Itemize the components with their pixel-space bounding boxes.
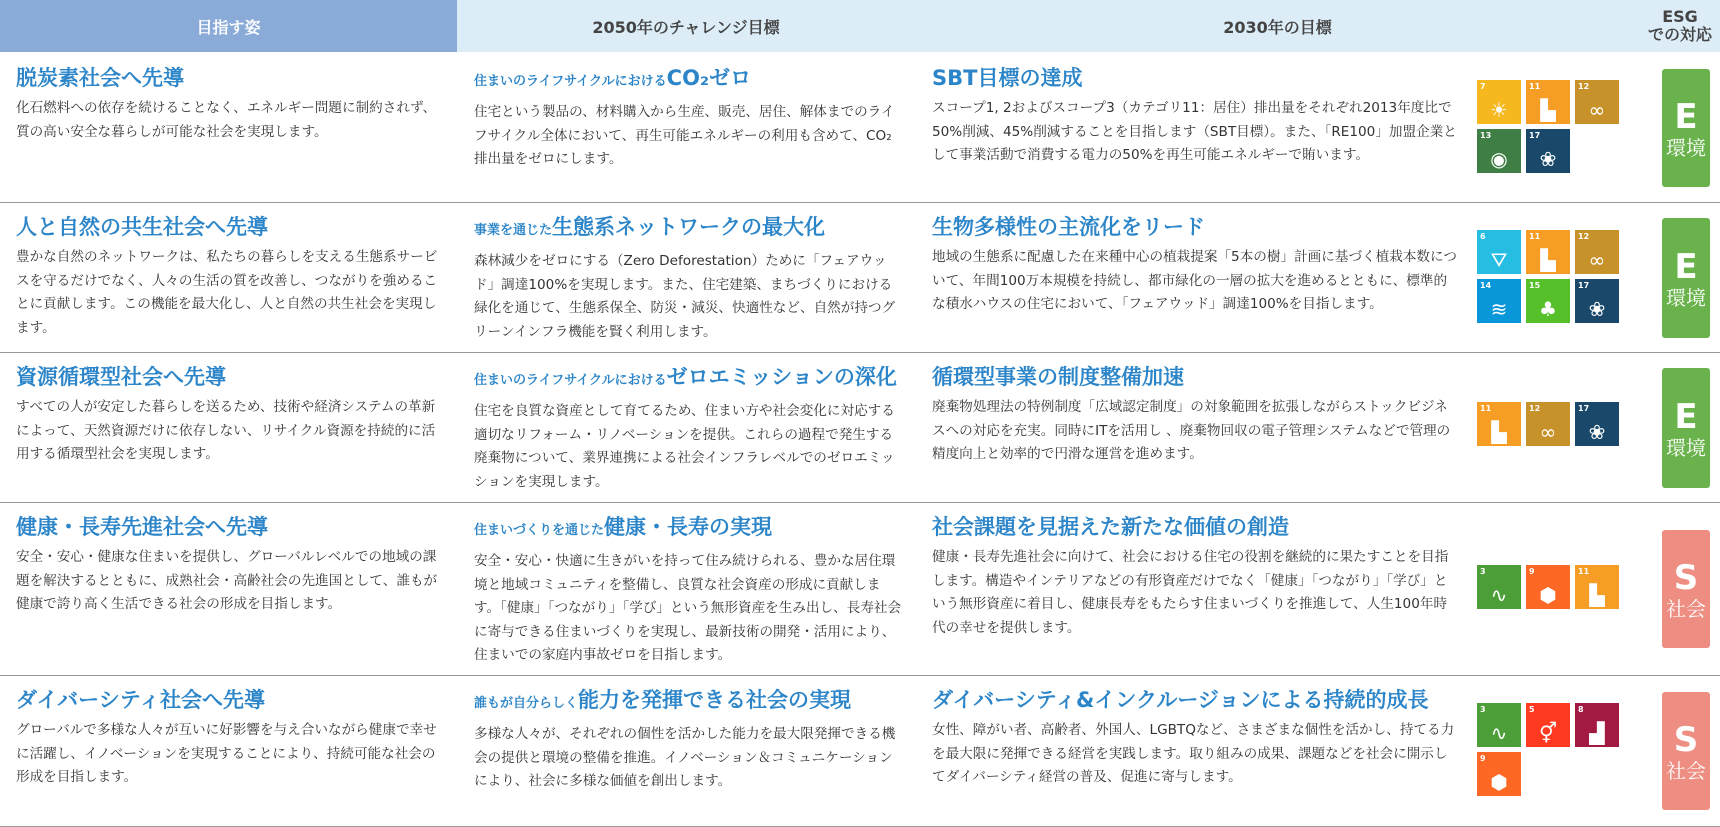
goal-2030-cell (932, 511, 1460, 640)
sdg-goal-12-icon (1526, 402, 1570, 446)
sdg-goal-9-icon (1477, 752, 1521, 796)
infinity-icon: ∞ (1539, 420, 1557, 444)
sdg-goal-13-icon (1477, 129, 1521, 173)
sdg-icons (1477, 703, 1629, 796)
table-row (0, 353, 1720, 503)
goal-2050-title: CO₂ゼロ (666, 66, 752, 90)
sdg-number: 8 (1578, 705, 1584, 714)
goal-2050-title: 能力を発揮できる社会の実現 (578, 688, 852, 712)
sdg-number: 12 (1578, 232, 1590, 241)
esg-letter: E (1674, 97, 1698, 137)
sdg-goal-12-icon (1575, 230, 1619, 274)
sdg-number: 9 (1480, 754, 1486, 763)
sdg-goal-12-icon (1575, 80, 1619, 124)
sdg-goal-9-icon (1526, 565, 1570, 609)
goal-2050-heading (474, 62, 902, 98)
water-icon: ⛛ (1490, 248, 1508, 272)
goal-2050-cell (474, 62, 902, 172)
sdg-number: 11 (1578, 567, 1590, 576)
sdg-icons (1477, 565, 1629, 609)
sdg-goal-7-icon (1477, 80, 1521, 124)
goal-2030-cell (932, 684, 1460, 790)
sdg-number: 17 (1578, 404, 1590, 413)
goal-2050-prefix: 事業を通じた (474, 223, 553, 238)
goal-2030-cell (932, 361, 1460, 467)
goal-2050-text: 住宅という製品の、材料購入から生産、販売、居住、解体までのライフサイクル全体において、再生可能エネルギーの利用も含めて、CO₂排出量をゼロにします。 (474, 104, 895, 167)
goal-2030-text: 地域の生態系に配慮した在来種中心の植栽提案「5本の樹」計画に基づく植栽本数について、年間100万本規模を持続し、都市緑化の一層の拡大を進めるとともに、標準的な積水ハウスの住宅において、「フェアウッド」調達100%を目指します。 (932, 249, 1457, 312)
goal-2050-cell (474, 361, 902, 494)
sdg-goal-6-icon (1477, 230, 1521, 274)
gender-icon: ⚥ (1538, 721, 1558, 745)
esg-letter: S (1673, 720, 1699, 760)
cubes-icon: ⬢ (1490, 770, 1508, 794)
city-icon: ▙ (1491, 420, 1507, 444)
sdg-number: 3 (1480, 705, 1486, 714)
esg-letter: E (1674, 397, 1698, 437)
header-vision: 目指す姿 (0, 0, 457, 52)
goal-2030-text: スコープ1, 2およびスコープ3（カテゴリ11：居住）排出量をそれぞれ2013年度比で50%削減、45%削減することを目指します（SBT目標）。また、「RE100」加盟企業として事業活動で消費する電力の50%を再生可能エネルギーで賄います。 (932, 100, 1457, 163)
table-row (0, 503, 1720, 676)
city-icon: ▙ (1540, 248, 1556, 272)
infinity-icon: ∞ (1588, 98, 1606, 122)
goal-2050-title: 健康・長寿の実現 (604, 515, 773, 539)
goal-2030-cell (932, 211, 1460, 317)
vision-text: 安全・安心・健康な住まいを提供し、グローバルレベルでの地域の課題を解決するとともに、成熟社会・高齢社会の先進国として、誰もが健康で誇り高く生活できる社会の形成を目指します。 (16, 549, 438, 612)
goal-2030-text: 廃棄物処理法の特例制度「広域認定制度」の対象範囲を拡張しながらストックビジネスへの対応を充実。同時にITを活用し 、廃棄物回収の電子管理システムなどで管理の精度向上と効率的で円滑な運営を進めます。 (932, 399, 1451, 462)
flower-icon: ❀ (1539, 147, 1557, 171)
sdg-number: 9 (1529, 567, 1535, 576)
vision-cell (16, 211, 444, 340)
sdg-number: 3 (1480, 567, 1486, 576)
sdg-goal-3-icon (1477, 703, 1521, 747)
goal-2050-cell (474, 684, 902, 794)
heartbeat-icon: ∿ (1490, 583, 1508, 607)
sun-icon: ☀ (1490, 98, 1508, 122)
table-row (0, 203, 1720, 353)
goal-2050-text: 住宅を良質な資産として育てるため、住まい方や社会変化に対応する適切なリフォーム・リノベーションを提供。これらの過程で発生する廃棄物について、業界連携による社会インフラレベルでのゼロエミッションを実現します。 (474, 403, 895, 490)
vision-cell (16, 684, 444, 790)
sdg-goal-11-icon (1526, 80, 1570, 124)
goal-2030-title: 循環型事業の制度整備加速 (932, 365, 1184, 389)
sdg-goal-11-icon (1575, 565, 1619, 609)
sdg-icons (1477, 80, 1629, 173)
sdg-icons (1477, 402, 1629, 446)
sdg-goal-17-icon (1526, 129, 1570, 173)
esg-badge (1662, 692, 1710, 810)
goal-2030-title: 社会課題を見据えた新たな価値の創造 (932, 515, 1289, 539)
vision-text: 化石燃料への依存を続けることなく、エネルギー問題に制約されず、質の高い安全な暮らしが可能な社会を実現します。 (16, 100, 437, 140)
goal-2050-heading (474, 511, 902, 547)
vision-cell (16, 361, 444, 467)
table-row (0, 54, 1720, 203)
sdg-goal-11-icon (1477, 402, 1521, 446)
vision-title: 健康・長寿先進社会へ先導 (16, 515, 268, 539)
vision-cell (16, 62, 444, 144)
header-esg (1640, 0, 1720, 52)
vision-title: 資源循環型社会へ先導 (16, 365, 226, 389)
heartbeat-icon: ∿ (1490, 721, 1508, 745)
sdg-goal-3-icon (1477, 565, 1521, 609)
eye-icon: ◉ (1490, 147, 1508, 171)
growth-chart-icon: ▟ (1589, 721, 1605, 745)
goal-2030-text: 女性、障がい者、高齢者、外国人、LGBTQなど、さまざまな個性を活かし、持てる力を最大限に発揮できる経営を実践します。取り組みの成果、課題などを社会に開示してダイバーシティ経営の普及、促進に寄与します。 (932, 722, 1455, 785)
sdg-number: 5 (1529, 705, 1535, 714)
vision-text: すべての人が安定した暮らしを送るため、技術や経済システムの革新によって、天然資源だけに依存しない、リサイクル資源を持続的に活用する循環型社会を実現します。 (16, 399, 436, 462)
table-row (0, 676, 1720, 827)
esg-badge (1662, 368, 1710, 488)
flower-icon: ❀ (1588, 297, 1606, 321)
sdg-number: 13 (1480, 131, 1492, 140)
sdg-goal-15-icon (1526, 279, 1570, 323)
vision-text: 豊かな自然のネットワークは、私たちの暮らしを支える生態系サービスを守るだけでなく、人々の生活の質を改善し、つながりを強めることに貢献します。この機能を最大化し、人と自然の共生社会を実現します。 (16, 249, 438, 336)
sdg-number: 11 (1480, 404, 1492, 413)
sdg-number: 12 (1578, 82, 1590, 91)
sdg-number: 11 (1529, 82, 1541, 91)
goal-2030-title: 生物多様性の主流化をリード (932, 215, 1205, 239)
city-icon: ▙ (1589, 583, 1605, 607)
sdg-number: 17 (1578, 281, 1590, 290)
goal-2030-cell (932, 62, 1460, 168)
esg-label: 環境 (1666, 136, 1706, 160)
esg-label: 社会 (1666, 759, 1706, 783)
vision-title: ダイバーシティ社会へ先導 (16, 688, 266, 712)
goal-2050-text: 安全・安心・快適に生きがいを持って住み続けられる、豊かな居住環境と地域コミュニティを整備し、良質な社会資産の形成に貢献します。「健康」「つながり」「学び」という無形資産を生み出し、長寿社会に寄与できる住まいづくりを実現し、最新技術の開発・活用により、住まいでの家庭内事故ゼロを目指します。 (474, 553, 902, 663)
esg-badge (1662, 69, 1710, 187)
infinity-icon: ∞ (1588, 248, 1606, 272)
vision-text: グローバルで多様な人々が互いに好影響を与え合いながら健康で幸せに活躍し、イノベーションを実現することにより、持続可能な社会の形成を目指します。 (16, 722, 437, 785)
esg-label: 環境 (1666, 286, 1706, 310)
sdg-number: 11 (1529, 232, 1541, 241)
vision-title: 人と自然の共生社会へ先導 (16, 215, 268, 239)
sdg-goal-14-icon (1477, 279, 1521, 323)
table-header (0, 0, 1720, 54)
goal-2030-text: 健康・長寿先進社会に向けて、社会における住宅の役割を継続的に果たすことを目指します。構造やインテリアなどの有形資産だけでなく「健康」「つながり」「学び」という無形資産に着目し、健康長寿をもたらす住まいづくりを推進して、人生100年時代の幸せを提供します。 (932, 549, 1449, 636)
cubes-icon: ⬢ (1539, 583, 1557, 607)
esg-badge (1662, 218, 1710, 338)
goal-2030-title: ダイバーシティ&インクルージョンによる持続的成長 (932, 688, 1429, 712)
esg-label: 環境 (1666, 436, 1706, 460)
goal-2050-heading (474, 684, 902, 720)
goal-2050-text: 森林減少をゼロにする（Zero Deforestation）ために「フェアウッド」調達100%を実現します。また、住宅建築、まちづくりにおける緑化を通じて、生態系保全、防災・減災、快適性など、自然が持つグリーンインフラ機能を賢く利用します。 (474, 253, 896, 340)
sdg-goal-11-icon (1526, 230, 1570, 274)
sdg-number: 7 (1480, 82, 1486, 91)
esg-letter: E (1674, 247, 1698, 287)
goal-2050-prefix: 住まいづくりを通じた (474, 523, 605, 538)
header-2030-goals: 2030年の目標 (915, 0, 1640, 52)
sdg-number: 6 (1480, 232, 1486, 241)
header-esg-line2: での対応 (1647, 25, 1712, 44)
goal-2050-prefix: 誰もが自分らしく (474, 696, 579, 711)
esg-badge (1662, 530, 1710, 648)
flower-icon: ❀ (1588, 420, 1606, 444)
tree-icon: ♣ (1539, 297, 1557, 321)
sdg-number: 15 (1529, 281, 1541, 290)
goal-2050-cell (474, 511, 902, 668)
city-icon: ▙ (1540, 98, 1556, 122)
header-2050-goals: 2050年のチャレンジ目標 (457, 0, 915, 52)
goal-2050-cell (474, 211, 902, 344)
sdg-icons (1477, 230, 1629, 323)
vision-title: 脱炭素社会へ先導 (16, 66, 184, 90)
goal-2050-heading (474, 361, 902, 397)
goal-2050-prefix: 住まいのライフサイクルにおける (474, 373, 667, 388)
goal-2050-heading (474, 211, 902, 247)
goal-2030-title: SBT目標の達成 (932, 66, 1083, 90)
goal-2050-prefix: 住まいのライフサイクルにおける (474, 74, 667, 89)
fish-icon: ≋ (1490, 297, 1508, 321)
vision-cell (16, 511, 444, 617)
sdg-goal-17-icon (1575, 279, 1619, 323)
esg-label: 社会 (1666, 597, 1706, 621)
goal-2050-text: 多様な人々が、それぞれの個性を活かした能力を最大限発揮できる機会の提供と環境の整備を推進。イノベーション＆コミュニケーションにより、社会に多様な価値を創出します。 (474, 726, 896, 789)
goal-2050-title: ゼロエミッションの深化 (666, 365, 897, 389)
sdg-number: 17 (1529, 131, 1541, 140)
header-esg-line1: ESG (1662, 7, 1698, 26)
esg-letter: S (1673, 558, 1699, 598)
sdg-goal-17-icon (1575, 402, 1619, 446)
sdg-goal-5-icon (1526, 703, 1570, 747)
sdg-number: 14 (1480, 281, 1492, 290)
goal-2050-title: 生態系ネットワークの最大化 (552, 215, 826, 239)
sdg-number: 12 (1529, 404, 1541, 413)
sdg-goal-8-icon (1575, 703, 1619, 747)
